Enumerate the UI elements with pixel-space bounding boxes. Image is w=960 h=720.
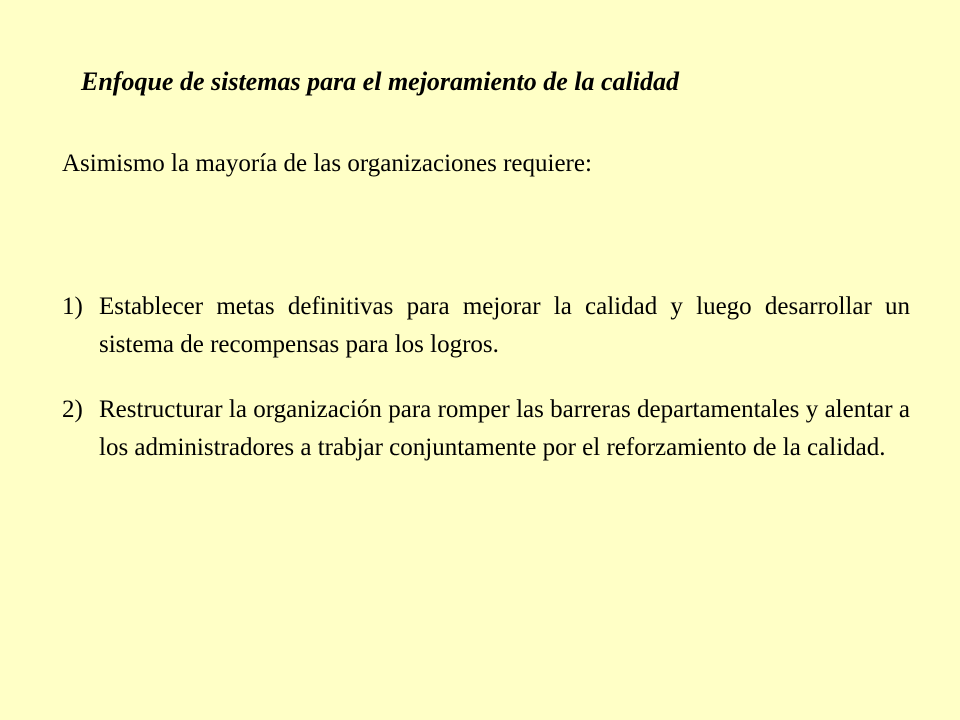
list-item xyxy=(62,391,910,467)
numbered-list xyxy=(62,288,910,494)
list-item-text: Establecer metas definitivas para mejorar la calidad y luego desarrollar un sistema de recompensas para los logros. xyxy=(99,293,910,358)
slide-title: Enfoque de sistemas para el mejoramiento de la calidad xyxy=(81,67,679,96)
list-item xyxy=(62,288,910,364)
list-item-text: Restructurar la organización para romper las barreras departamentales y alentar a los administradores a trabjar conjuntamente por el reforzamiento de la calidad. xyxy=(99,396,910,461)
intro-text: Asimismo la mayoría de las organizaciones requiere: xyxy=(62,150,592,177)
list-item-number: 1) xyxy=(62,293,83,320)
list-item-number: 2) xyxy=(62,396,83,423)
